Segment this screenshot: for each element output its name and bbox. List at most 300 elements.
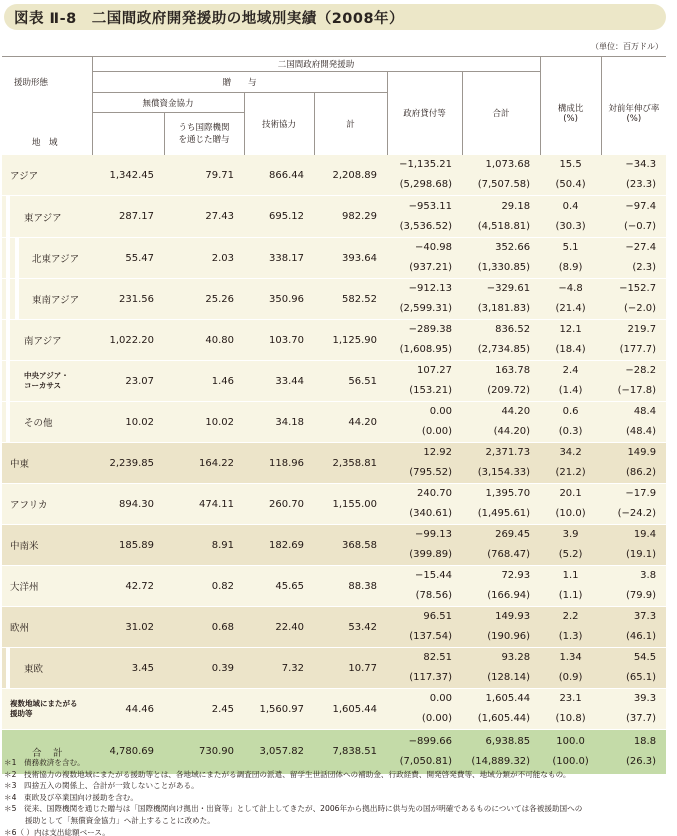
- growth-value-gross: (−2.0): [623, 303, 657, 314]
- share-value-net: 15.5: [559, 159, 582, 170]
- via-intl-value: 8.91: [164, 525, 244, 566]
- grant-aid-value: 44.46: [92, 689, 164, 730]
- growth-value-gross: (−24.2): [617, 508, 657, 519]
- tech-coop-value: 7.32: [244, 648, 314, 689]
- share-value: [540, 484, 601, 525]
- total-value-net: 163.78: [495, 365, 531, 376]
- growth-value-gross: (37.7): [626, 713, 657, 724]
- subtotal-value: 7,838.51: [314, 730, 387, 774]
- table-row: [2, 279, 666, 320]
- share-value-net: 3.9: [562, 529, 579, 540]
- total-value-gross: (44.20): [493, 426, 531, 437]
- total-value: [462, 402, 540, 443]
- region-label: 東欧: [24, 664, 44, 675]
- growth-value-net: 48.4: [633, 406, 657, 417]
- share-value: [540, 648, 601, 689]
- share-value: [540, 443, 601, 484]
- share-value-net: 12.1: [559, 324, 582, 335]
- header-via-intl: うち国際機関 を通じた贈与: [164, 113, 244, 155]
- header-share: 構成比 (%): [540, 72, 601, 155]
- region-cell: [2, 607, 92, 648]
- growth-value-net: −27.4: [625, 242, 657, 253]
- loan-value-net: 0.00: [429, 406, 452, 417]
- share-value-net: 0.6: [562, 406, 579, 417]
- grant-aid-value: 185.89: [92, 525, 164, 566]
- subtotal-value: 2,358.81: [314, 443, 387, 484]
- loan-value-net: −15.44: [414, 570, 452, 581]
- growth-value: [601, 525, 666, 566]
- total-value: [462, 566, 540, 607]
- grant-aid-value: 231.56: [92, 279, 164, 320]
- via-intl-value: 0.82: [164, 566, 244, 607]
- growth-value-gross: (23.3): [626, 179, 657, 190]
- tech-coop-value: 350.96: [244, 279, 314, 320]
- share-value-gross: (30.3): [555, 220, 586, 232]
- loan-value-gross: (153.21): [409, 385, 452, 396]
- total-value-net: 44.20: [501, 406, 531, 417]
- grant-aid-value: 4,780.69: [92, 730, 164, 774]
- total-value-net: 2,371.73: [485, 447, 531, 458]
- growth-value: [601, 607, 666, 648]
- share-value-net: 2.4: [562, 365, 579, 376]
- loan-value-net: −99.13: [414, 529, 452, 540]
- table-row: [2, 689, 666, 730]
- table-row: [2, 566, 666, 607]
- table-row: [2, 196, 666, 238]
- region-label: 南アジア: [24, 336, 62, 347]
- growth-value: [601, 689, 666, 730]
- total-value-gross: (3,154.33): [477, 467, 531, 478]
- share-value: [540, 155, 601, 196]
- loan-value: [387, 566, 462, 607]
- growth-value-net: 19.4: [633, 529, 657, 540]
- growth-value-net: 18.8: [633, 735, 657, 747]
- growth-value-net: 219.7: [627, 324, 657, 335]
- total-value-net: 269.45: [495, 529, 531, 540]
- growth-value: [601, 443, 666, 484]
- share-value-gross: (21.4): [555, 303, 586, 314]
- tech-coop-value: 103.70: [244, 320, 314, 361]
- region-label: アジア: [10, 171, 39, 182]
- growth-value-gross: (−17.8): [617, 385, 657, 396]
- loan-value: [387, 320, 462, 361]
- total-value-gross: (1,495.61): [477, 508, 531, 519]
- total-value: [462, 196, 540, 238]
- total-value-gross: (4,518.81): [477, 220, 531, 232]
- share-value-gross: (18.4): [555, 344, 586, 355]
- total-value-gross: (1,330.85): [477, 262, 531, 273]
- growth-value-net: 54.5: [633, 652, 657, 663]
- share-value: [540, 607, 601, 648]
- region-cell: [2, 484, 92, 525]
- indent-bar: [6, 648, 10, 688]
- share-value: [540, 525, 601, 566]
- total-value: [462, 648, 540, 689]
- loan-value-gross: (0.00): [421, 426, 452, 437]
- via-intl-value: 0.68: [164, 607, 244, 648]
- total-value-gross: (166.94): [487, 590, 531, 601]
- table-row: [2, 402, 666, 443]
- growth-value-net: 37.3: [633, 611, 657, 622]
- indent-bar: [15, 279, 19, 319]
- header-aid-form: 援助形態: [14, 78, 49, 88]
- loan-value: [387, 196, 462, 238]
- share-value-net: 20.1: [559, 488, 582, 499]
- total-value-gross: (14,889.32): [471, 755, 531, 767]
- loan-value: [387, 689, 462, 730]
- via-intl-value: 164.22: [164, 443, 244, 484]
- total-value: [462, 361, 540, 402]
- total-value-net: 6,938.85: [485, 735, 531, 747]
- footnotes: [4, 757, 674, 836]
- subtotal-value: 1,125.90: [314, 320, 387, 361]
- share-value-gross: (50.4): [555, 179, 586, 190]
- tech-coop-value: 3,057.82: [244, 730, 314, 774]
- loan-value-gross: (2,599.31): [399, 303, 452, 314]
- header-loans: 政府貸付等: [387, 72, 462, 155]
- subtotal-value: 982.29: [314, 196, 387, 238]
- loan-value-net: 240.70: [417, 488, 452, 499]
- tech-coop-value: 260.70: [244, 484, 314, 525]
- share-value-gross: (8.9): [558, 262, 583, 273]
- grant-aid-value: 31.02: [92, 607, 164, 648]
- growth-value-gross: (19.1): [626, 549, 657, 560]
- share-value: [540, 361, 601, 402]
- growth-value-gross: (177.7): [619, 344, 657, 355]
- header-tech-coop: 技術協力: [244, 93, 314, 155]
- loan-value: [387, 484, 462, 525]
- table-row: [2, 155, 666, 196]
- total-value-gross: (3,181.83): [477, 303, 531, 314]
- total-value-gross: (768.47): [487, 549, 531, 560]
- region-cell: [2, 196, 92, 238]
- loan-value-gross: (0.00): [421, 713, 452, 724]
- grant-aid-value: 10.02: [92, 402, 164, 443]
- region-cell: [2, 361, 92, 402]
- region-label: アフリカ: [10, 500, 48, 511]
- via-intl-value: 10.02: [164, 402, 244, 443]
- total-value: [462, 689, 540, 730]
- tech-coop-value: 866.44: [244, 155, 314, 196]
- grant-aid-value: 1,022.20: [92, 320, 164, 361]
- growth-value-net: 149.9: [627, 447, 657, 458]
- note: ＊3 四捨五入の関係上、合計が一致しないことがある。: [4, 781, 199, 791]
- grant-aid-value: 42.72: [92, 566, 164, 607]
- share-value-gross: (1.4): [558, 385, 583, 396]
- via-intl-value: 730.90: [164, 730, 244, 774]
- loan-value-net: −953.11: [408, 200, 452, 212]
- region-label: 合 計: [32, 747, 64, 759]
- growth-value: [601, 196, 666, 238]
- via-intl-value: 2.45: [164, 689, 244, 730]
- region-cell: [2, 155, 92, 196]
- total-value: [462, 443, 540, 484]
- total-value-gross: (190.96): [487, 631, 531, 642]
- region-label: 東南アジア: [32, 295, 80, 306]
- loan-value: [387, 443, 462, 484]
- growth-value-net: −97.4: [625, 200, 657, 212]
- total-value: [462, 484, 540, 525]
- loan-value-gross: (117.37): [409, 672, 452, 683]
- grant-aid-value: 894.30: [92, 484, 164, 525]
- growth-value: [601, 155, 666, 196]
- growth-value: [601, 238, 666, 279]
- subtotal-value: 393.64: [314, 238, 387, 279]
- growth-value-gross: (26.3): [626, 755, 657, 767]
- loan-value-gross: (340.61): [409, 508, 452, 519]
- growth-value-net: −17.9: [625, 488, 657, 499]
- growth-value-gross: (79.9): [626, 590, 657, 601]
- growth-value: [601, 361, 666, 402]
- loan-value-net: 0.00: [429, 693, 452, 704]
- via-intl-value: 1.46: [164, 361, 244, 402]
- subtotal-value: 10.77: [314, 648, 387, 689]
- table-row: [2, 607, 666, 648]
- note: ＊2 技術協力の複数地域にまたがる援助等とは、各地域にまたがる調査団の派遣、留学生世話団体への補助金、行政経費、開発啓発費等、地域分類が不可能なもの。: [4, 769, 571, 779]
- share-value-net: 34.2: [559, 447, 582, 458]
- total-value: [462, 607, 540, 648]
- indent-bar: [6, 320, 10, 360]
- growth-value-gross: (2.3): [632, 262, 657, 273]
- loan-value-net: 12.92: [423, 447, 452, 458]
- region-cell: [2, 648, 92, 689]
- grant-aid-value: 3.45: [92, 648, 164, 689]
- loan-value: [387, 279, 462, 320]
- growth-value-net: 3.8: [640, 570, 657, 581]
- region-label: 中南米: [10, 541, 39, 552]
- share-value: [540, 689, 601, 730]
- growth-value: [601, 648, 666, 689]
- indent-bar: [6, 402, 10, 442]
- loan-value: [387, 238, 462, 279]
- unit-label: （単位：百万ドル）: [591, 42, 663, 51]
- tech-coop-value: 1,560.97: [244, 689, 314, 730]
- page-title: 図表 Ⅱ-8 二国間政府開発援助の地域別実績（2008年）: [4, 4, 666, 30]
- subtotal-value: 2,208.89: [314, 155, 387, 196]
- grant-aid-value: 287.17: [92, 196, 164, 238]
- subtotal-value: 1,605.44: [314, 689, 387, 730]
- total-value-net: −329.61: [486, 283, 531, 294]
- loan-value: [387, 402, 462, 443]
- share-value-gross: (0.9): [558, 672, 583, 683]
- loan-value-net: −899.66: [408, 735, 452, 747]
- region-cell: [2, 525, 92, 566]
- share-value: [540, 238, 601, 279]
- share-value-gross: (21.2): [555, 467, 586, 478]
- loan-value-gross: (399.89): [409, 549, 452, 560]
- grant-aid-value: 55.47: [92, 238, 164, 279]
- region-label: 欧州: [10, 623, 30, 634]
- table-row: [2, 361, 666, 402]
- region-label: 中東: [10, 459, 30, 470]
- total-value-net: 72.93: [501, 570, 531, 581]
- tech-coop-value: 182.69: [244, 525, 314, 566]
- note: 援助として「無償資金協力」へ計上することに改めた。: [25, 815, 215, 825]
- region-cell: [2, 566, 92, 607]
- loan-value-gross: (795.52): [409, 467, 452, 478]
- region-cell: [2, 279, 92, 320]
- via-intl-value: 2.03: [164, 238, 244, 279]
- growth-value-gross: (65.1): [626, 672, 657, 683]
- total-value-gross: (128.14): [487, 672, 531, 683]
- header-grant: 贈 与: [92, 72, 387, 93]
- share-value-net: 1.34: [559, 652, 582, 663]
- share-value-gross: (1.1): [558, 590, 583, 601]
- growth-value: [601, 320, 666, 361]
- share-value-net: 1.1: [562, 570, 579, 581]
- loan-value-gross: (7,050.81): [399, 755, 452, 767]
- loan-value-gross: (137.54): [409, 631, 452, 642]
- tech-coop-value: 33.44: [244, 361, 314, 402]
- share-value: [540, 566, 601, 607]
- table-row: [2, 443, 666, 484]
- growth-value-net: 39.3: [633, 693, 657, 704]
- region-cell: [2, 689, 92, 730]
- growth-value-net: −152.7: [619, 283, 657, 294]
- share-value-net: −4.8: [558, 283, 583, 294]
- subtotal-value: 582.52: [314, 279, 387, 320]
- growth-value-gross: (86.2): [626, 467, 657, 478]
- subtotal-value: 88.38: [314, 566, 387, 607]
- share-value-net: 5.1: [562, 242, 579, 253]
- loan-value-gross: (3,536.52): [399, 220, 452, 232]
- region-label: 北東アジア: [32, 254, 80, 265]
- total-value-net: 149.93: [495, 611, 531, 622]
- total-value: [462, 279, 540, 320]
- growth-value: [601, 402, 666, 443]
- growth-value: [601, 484, 666, 525]
- header-subtotal: 計: [314, 93, 387, 155]
- indent-bar: [6, 279, 10, 319]
- total-value-net: 1,395.70: [485, 488, 531, 499]
- growth-value-gross: (−0.7): [623, 220, 657, 232]
- growth-value-net: −34.3: [625, 159, 657, 170]
- note: ＊5 従来、国際機関を通じた贈与は「国際機関向け拠出・出資等」として計上してきたが、2006年から拠出時に供与先の国が明確であるものについては各被援助国への: [4, 804, 583, 814]
- loan-value: [387, 155, 462, 196]
- header-total: 合計: [462, 72, 540, 155]
- loan-value-gross: (5,298.68): [399, 179, 452, 190]
- region-cell: [2, 238, 92, 279]
- loan-value-net: −40.98: [414, 242, 452, 253]
- table-row: [2, 484, 666, 525]
- header-bilateral-oda: 二国間政府開発援助: [92, 57, 540, 72]
- tech-coop-value: 695.12: [244, 196, 314, 238]
- via-intl-value: 79.71: [164, 155, 244, 196]
- share-value-net: 2.2: [562, 611, 579, 622]
- share-value-gross: (10.8): [555, 713, 586, 724]
- share-value-net: 23.1: [559, 693, 582, 704]
- total-value: [462, 525, 540, 566]
- tech-coop-value: 338.17: [244, 238, 314, 279]
- region-label: 大洋州: [10, 582, 39, 593]
- subtotal-value: 53.42: [314, 607, 387, 648]
- loan-value-net: 82.51: [423, 652, 452, 663]
- total-value-gross: (209.72): [487, 385, 531, 396]
- table-row: [2, 320, 666, 361]
- note: ＊4 東欧及び卒業国向け援助を含む。: [4, 792, 138, 802]
- total-value-gross: (1,605.44): [477, 713, 531, 724]
- indent-bar: [15, 238, 19, 278]
- note: ＊1 債務救済を含む。: [4, 758, 85, 767]
- grant-aid-value: 23.07: [92, 361, 164, 402]
- total-value-net: 352.66: [495, 242, 531, 253]
- subtotal-value: 1,155.00: [314, 484, 387, 525]
- total-value-net: 1,073.68: [485, 159, 531, 170]
- total-value-gross: (2,734.85): [477, 344, 531, 355]
- subtotal-value: 368.58: [314, 525, 387, 566]
- table-row: [2, 648, 666, 689]
- share-value-gross: (100.0): [552, 755, 589, 767]
- share-value: [540, 279, 601, 320]
- loan-value-gross: (937.21): [409, 262, 452, 273]
- loan-value-net: 96.51: [423, 611, 452, 622]
- growth-value: [601, 566, 666, 607]
- loan-value-gross: (1,608.95): [399, 344, 452, 355]
- share-value-gross: (5.2): [558, 549, 583, 560]
- total-value-net: 29.18: [501, 200, 531, 212]
- total-value-gross: (7,507.58): [477, 179, 531, 190]
- loan-value-net: −912.13: [408, 283, 452, 294]
- loan-value: [387, 607, 462, 648]
- share-value: [540, 320, 601, 361]
- growth-value-gross: (46.1): [626, 631, 657, 642]
- indent-bar: [6, 361, 10, 401]
- total-value: [462, 238, 540, 279]
- loan-value: [387, 648, 462, 689]
- grant-aid-value: 1,342.45: [92, 155, 164, 196]
- grant-aid-value: 2,239.85: [92, 443, 164, 484]
- growth-value-net: −28.2: [625, 365, 657, 376]
- subtotal-value: 56.51: [314, 361, 387, 402]
- loan-value-net: −289.38: [408, 324, 452, 335]
- share-value-gross: (0.3): [558, 426, 583, 437]
- table-row: [2, 525, 666, 566]
- table-row: [2, 238, 666, 279]
- total-value-net: 836.52: [495, 324, 531, 335]
- loan-value-gross: (78.56): [415, 590, 452, 601]
- header-growth: 対前年伸び率 (%): [601, 72, 666, 155]
- note: ＊6（ ）内は支出総額ベース。: [4, 827, 110, 836]
- loan-value-net: 107.27: [417, 365, 452, 376]
- growth-value-gross: (48.4): [626, 426, 657, 437]
- loan-value: [387, 361, 462, 402]
- region-label: 中央アジア・ コーカサス: [24, 371, 69, 390]
- via-intl-value: 0.39: [164, 648, 244, 689]
- header-grant-aid: 無償資金協力: [92, 93, 244, 113]
- loan-value: [387, 525, 462, 566]
- share-value-gross: (1.3): [558, 631, 583, 642]
- share-value-net: 0.4: [562, 200, 579, 212]
- tech-coop-value: 34.18: [244, 402, 314, 443]
- region-label: 東アジア: [24, 212, 62, 224]
- via-intl-value: 40.80: [164, 320, 244, 361]
- tech-coop-value: 118.96: [244, 443, 314, 484]
- share-value: [540, 196, 601, 238]
- region-label: 複数地域にまたがる 援助等: [10, 699, 78, 718]
- region-cell: [2, 402, 92, 443]
- total-value: [462, 155, 540, 196]
- indent-bar: [6, 196, 10, 237]
- tech-coop-value: 45.65: [244, 566, 314, 607]
- loan-value-net: −1,135.21: [399, 159, 452, 170]
- total-value: [462, 320, 540, 361]
- region-label: その他: [24, 418, 53, 429]
- via-intl-value: 474.11: [164, 484, 244, 525]
- share-value: [540, 402, 601, 443]
- region-cell: [2, 443, 92, 484]
- oda-table: [2, 56, 666, 774]
- subtotal-value: 44.20: [314, 402, 387, 443]
